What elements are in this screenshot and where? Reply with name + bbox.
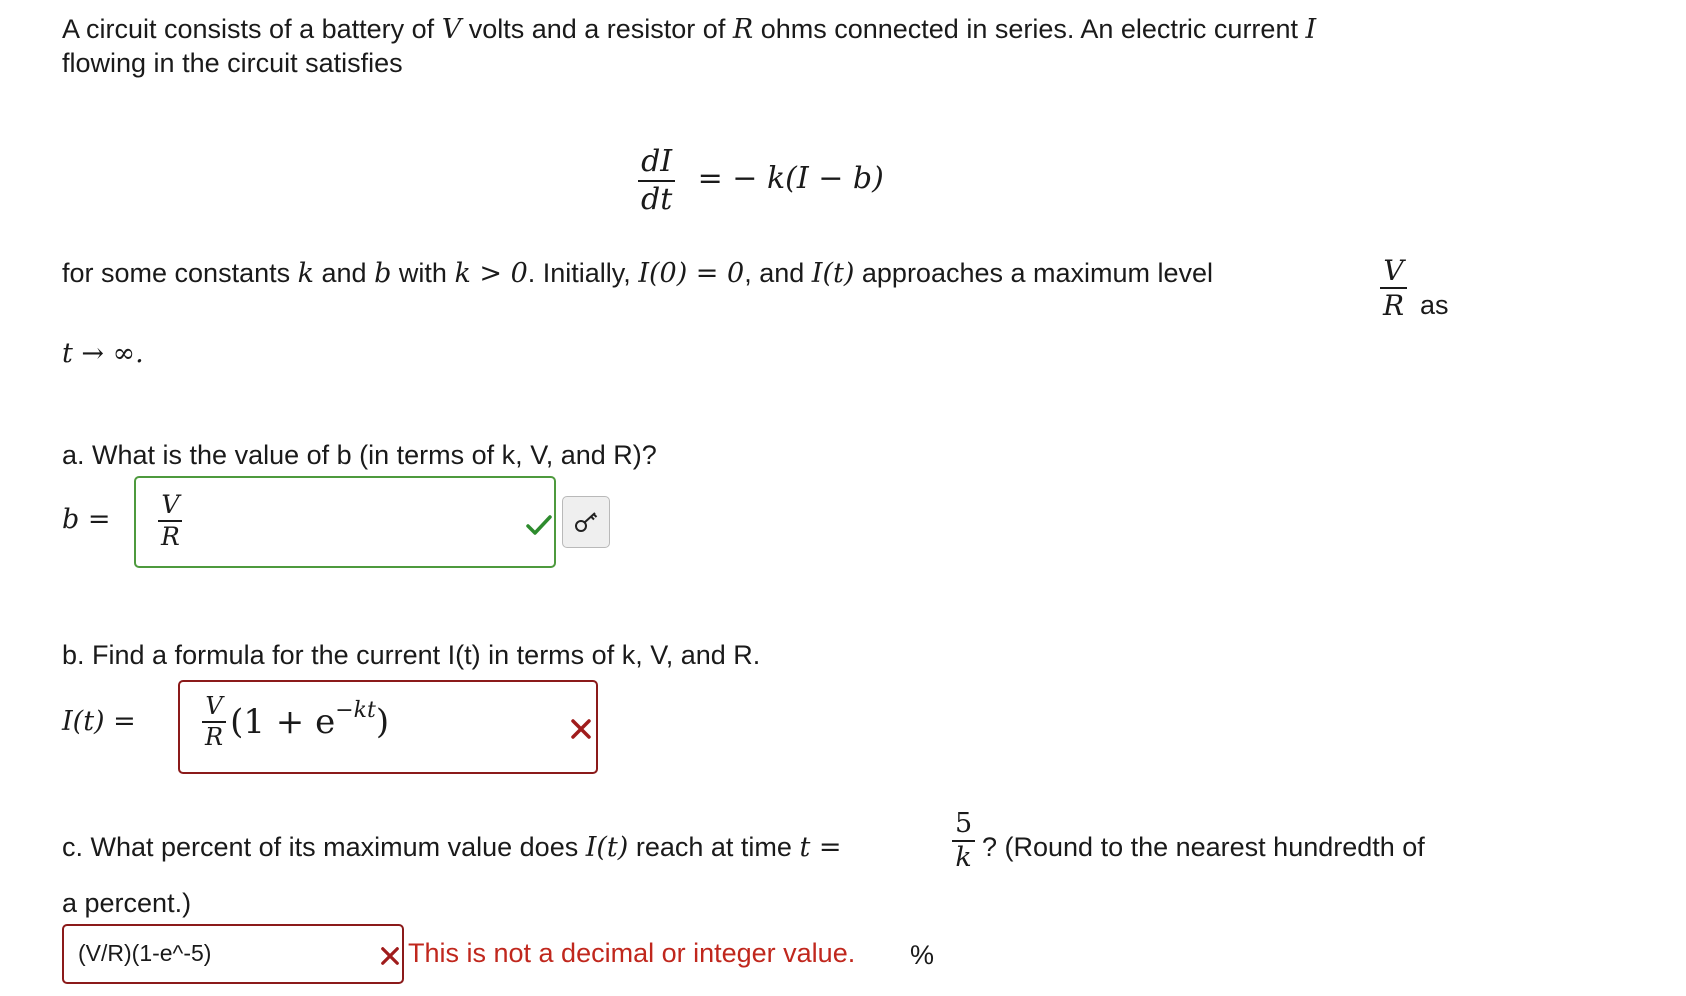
derivative-denominator: dt <box>641 181 673 217</box>
percent-unit: % <box>910 940 935 970</box>
equation-rhs: = − k(I − b) <box>697 161 884 197</box>
part-c-answer: (V/R)(1-e^-5) <box>78 940 212 966</box>
part-b-exponent: −kt <box>335 697 376 723</box>
max-level-denominator: R <box>1383 289 1405 323</box>
part-c-answer-field[interactable] <box>62 924 404 984</box>
condition-and-2: , and <box>744 258 805 288</box>
derivative-numerator: dI <box>638 146 675 182</box>
x-icon <box>570 718 592 740</box>
part-a-answer <box>158 492 183 551</box>
intro-text-2: volts and a resistor of <box>468 14 726 44</box>
part-a-answer-field[interactable] <box>134 476 556 568</box>
current-function: I(t) <box>811 258 855 289</box>
part-c-time-fraction <box>952 810 975 873</box>
condition-initially: . Initially, <box>527 258 631 288</box>
initial-condition: I(0) = 0 <box>638 258 745 289</box>
differential-equation <box>638 146 884 215</box>
condition-text-1: for some constants <box>62 258 291 288</box>
checkmark-icon <box>526 514 552 536</box>
max-level-fraction <box>1380 256 1407 321</box>
x-icon <box>380 946 400 966</box>
var-k: k <box>297 258 314 289</box>
part-a-lhs: b = <box>62 504 111 535</box>
part-b-answer-field[interactable] <box>178 680 598 774</box>
part-c-question-line-1 <box>62 832 842 863</box>
condition-with: with <box>398 258 447 288</box>
part-b-expression: (1 + e <box>230 702 336 743</box>
part-c-text-2: reach at time <box>635 832 792 862</box>
part-b-close-paren: ) <box>375 702 390 743</box>
part-b-denominator: R <box>205 723 224 752</box>
answer-key-button[interactable] <box>562 496 610 548</box>
derivative-fraction <box>638 146 675 215</box>
part-c-text-3: ? (Round to the nearest hundredth of <box>982 832 1425 862</box>
part-c-text-1: c. What percent of its maximum value does <box>62 832 579 862</box>
part-c-current: I(t) <box>585 832 629 863</box>
intro-text-3: ohms connected in series. An electric current <box>760 14 1298 44</box>
part-c-question-line-2: a percent.) <box>62 888 192 918</box>
var-i: I <box>1305 14 1317 45</box>
part-c-time-denominator: k <box>955 842 972 874</box>
part-a-question: a. What is the value of b (in terms of k, V, and R)? <box>62 440 657 470</box>
intro-line-2: flowing in the circuit satisfies <box>62 48 403 78</box>
part-b-question: b. Find a formula for the current I(t) in terms of k, V, and R. <box>62 640 761 670</box>
var-r: R <box>732 14 754 45</box>
k-positive: k > 0 <box>454 258 528 289</box>
intro-text-1: A circuit consists of a battery of <box>62 14 435 44</box>
part-c-time-numerator: 5 <box>952 810 975 842</box>
max-level-numerator: V <box>1380 256 1406 289</box>
part-a-denominator: R <box>161 522 180 552</box>
var-b: b <box>374 258 392 289</box>
condition-and: and <box>321 258 367 288</box>
part-b-answer <box>202 694 389 750</box>
part-a-numerator: V <box>158 492 182 522</box>
part-c-error-message: This is not a decimal or integer value. <box>408 938 856 968</box>
var-v: V <box>441 14 462 45</box>
condition-line-1 <box>62 258 1213 289</box>
limit-expression: t → ∞. <box>62 338 144 369</box>
condition-approaches: approaches a maximum level <box>861 258 1214 288</box>
condition-as: as <box>1420 290 1449 320</box>
part-b-numerator: V <box>202 694 225 723</box>
part-c-time: t = <box>799 832 842 863</box>
intro-line-1 <box>62 14 1316 45</box>
key-icon <box>573 509 599 535</box>
part-b-lhs: I(t) = <box>62 706 136 737</box>
